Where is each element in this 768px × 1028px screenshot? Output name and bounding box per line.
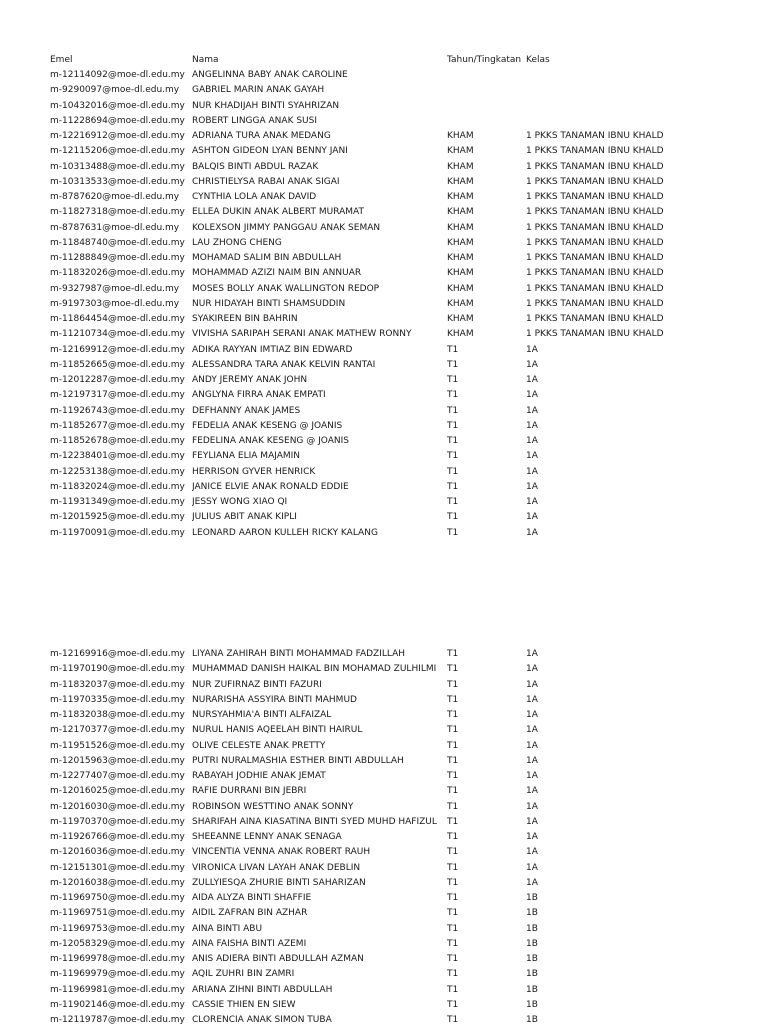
cell-year: T1 bbox=[447, 893, 459, 903]
cell-class: 1 PKKS TANAMAN IBNU KHALD bbox=[526, 268, 664, 279]
cell-year: T1 bbox=[447, 527, 459, 538]
cell-name: MOHAMMAD AZIZI NAIM BIN ANNUAR bbox=[192, 268, 362, 279]
table-row bbox=[50, 800, 730, 815]
cell-name: ZULLYIESQA ZHURIE BINTI SAHARIZAN bbox=[192, 877, 366, 888]
cell-year: KHAM bbox=[447, 314, 474, 324]
cell-email: m-11969978@moe-dl.edu.my bbox=[50, 954, 185, 964]
table-row bbox=[50, 190, 730, 205]
table-row bbox=[50, 175, 730, 190]
table-header bbox=[50, 53, 730, 68]
table-row bbox=[50, 967, 730, 982]
cell-class: 1B bbox=[526, 999, 538, 1010]
cell-name: NUR ZUFIRNAZ BINTI FAZURI bbox=[192, 679, 322, 690]
cell-class: 1A bbox=[526, 801, 538, 812]
cell-name: LEONARD AARON KULLEH RICKY KALANG bbox=[192, 527, 378, 538]
table-row bbox=[50, 998, 730, 1013]
cell-email: m-11210734@moe-dl.edu.my bbox=[50, 329, 185, 340]
cell-class: 1B bbox=[526, 969, 538, 980]
table-row bbox=[50, 129, 730, 144]
cell-email: m-12016038@moe-dl.edu.my bbox=[50, 877, 185, 888]
cell-class: 1A bbox=[526, 420, 538, 431]
cell-class: 1A bbox=[526, 375, 538, 385]
cell-name: ROBINSON WESTTINO ANAK SONNY bbox=[192, 801, 354, 812]
cell-class: 1A bbox=[526, 877, 538, 888]
cell-name: ROBERT LINGGA ANAK SUSI bbox=[192, 115, 317, 126]
cell-class: 1A bbox=[526, 649, 538, 659]
cell-year: KHAM bbox=[447, 253, 474, 263]
cell-name: AINA FAISHA BINTI AZEMI bbox=[192, 938, 307, 949]
cell-class: 1 PKKS TANAMAN IBNU KHALD bbox=[526, 222, 664, 233]
table-row bbox=[50, 906, 730, 921]
cell-year: KHAM bbox=[447, 161, 474, 172]
cell-class: 1 PKKS TANAMAN IBNU KHALD bbox=[526, 192, 664, 202]
cell-class: 1A bbox=[526, 847, 538, 858]
cell-email: m-9290097@moe-dl.edu.my bbox=[50, 85, 180, 96]
cell-email: m-11852665@moe-dl.edu.my bbox=[50, 359, 185, 370]
cell-name: FEDELIA ANAK KESENG @ JOANIS bbox=[192, 420, 343, 431]
cell-class: 1A bbox=[526, 816, 538, 827]
cell-email: m-12016025@moe-dl.edu.my bbox=[50, 786, 185, 797]
cell-year: KHAM bbox=[447, 131, 474, 141]
table-row bbox=[50, 891, 730, 906]
cell-name: PUTRI NURALMASHIA ESTHER BINTI ABDULLAH bbox=[192, 755, 404, 766]
table-row bbox=[50, 922, 730, 937]
table-row bbox=[50, 678, 730, 693]
cell-class: 1 PKKS TANAMAN IBNU KHALD bbox=[526, 314, 664, 324]
cell-class: 1A bbox=[526, 832, 538, 842]
cell-year: T1 bbox=[447, 999, 459, 1010]
table-row bbox=[50, 297, 730, 312]
cell-year: T1 bbox=[447, 466, 459, 477]
cell-year: T1 bbox=[447, 725, 459, 736]
table-row bbox=[50, 830, 730, 845]
cell-email: m-12119787@moe-dl.edu.my bbox=[50, 1015, 185, 1025]
table-row bbox=[50, 236, 730, 251]
cell-name: OLIVE CELESTE ANAK PRETTY bbox=[192, 740, 326, 751]
table-row bbox=[50, 861, 730, 876]
cell-email: m-12114092@moe-dl.edu.my bbox=[50, 70, 185, 80]
cell-year: T1 bbox=[447, 938, 459, 949]
cell-email: m-11288849@moe-dl.edu.my bbox=[50, 253, 185, 263]
cell-year: T1 bbox=[447, 679, 459, 690]
cell-name: LAU ZHONG CHENG bbox=[192, 237, 282, 248]
header-name: Nama bbox=[192, 55, 219, 65]
table-row bbox=[50, 83, 730, 98]
cell-email: m-12058329@moe-dl.edu.my bbox=[50, 938, 185, 949]
cell-email: m-12012287@moe-dl.edu.my bbox=[50, 375, 185, 385]
cell-email: m-11970335@moe-dl.edu.my bbox=[50, 694, 185, 705]
cell-email: m-9197303@moe-dl.edu.my bbox=[50, 298, 180, 309]
cell-year: T1 bbox=[447, 649, 459, 659]
cell-year: T1 bbox=[447, 954, 459, 964]
cell-year: T1 bbox=[447, 1015, 459, 1025]
cell-name: HERRISON GYVER HENRICK bbox=[192, 466, 316, 477]
table-row bbox=[50, 510, 730, 525]
cell-name: DEFHANNY ANAK JAMES bbox=[192, 405, 301, 416]
cell-email: m-11970091@moe-dl.edu.my bbox=[50, 527, 185, 538]
cell-email: m-11827318@moe-dl.edu.my bbox=[50, 207, 185, 218]
cell-email: m-12169916@moe-dl.edu.my bbox=[50, 649, 185, 659]
cell-class: 1A bbox=[526, 755, 538, 766]
cell-name: AINA BINTI ABU bbox=[192, 923, 263, 934]
cell-name: MOHAMAD SALIM BIN ABDULLAH bbox=[192, 253, 342, 263]
header-class: Kelas bbox=[526, 55, 550, 65]
table-row bbox=[50, 495, 730, 510]
cell-year: T1 bbox=[447, 847, 459, 858]
table-row bbox=[50, 480, 730, 495]
cell-email: m-12169912@moe-dl.edu.my bbox=[50, 344, 185, 355]
cell-name: ASHTON GIDEON LYAN BENNY JANI bbox=[192, 146, 348, 157]
cell-email: m-11970190@moe-dl.edu.my bbox=[50, 664, 185, 675]
table-row bbox=[50, 449, 730, 464]
cell-class: 1A bbox=[526, 725, 538, 736]
cell-name: JESSY WONG XIAO QI bbox=[192, 497, 288, 507]
cell-class: 1A bbox=[526, 679, 538, 690]
cell-class: 1 PKKS TANAMAN IBNU KHALD bbox=[526, 283, 664, 294]
cell-email: m-8787620@moe-dl.edu.my bbox=[50, 192, 180, 202]
cell-class: 1A bbox=[526, 451, 538, 462]
cell-class: 1A bbox=[526, 740, 538, 751]
cell-name: JULIUS ABIT ANAK KIPLI bbox=[192, 512, 297, 523]
cell-name: GABRIEL MARIN ANAK GAYAH bbox=[192, 85, 325, 96]
cell-year: T1 bbox=[447, 512, 459, 523]
cell-class: 1 PKKS TANAMAN IBNU KHALD bbox=[526, 237, 664, 248]
cell-email: m-12151301@moe-dl.edu.my bbox=[50, 862, 185, 873]
cell-year: KHAM bbox=[447, 222, 474, 233]
cell-name: ELLEA DUKIN ANAK ALBERT MURAMAT bbox=[192, 207, 365, 218]
cell-class: 1B bbox=[526, 1015, 538, 1025]
cell-name: CLORENCIA ANAK SIMON TUBA bbox=[192, 1015, 332, 1025]
cell-class: 1B bbox=[526, 893, 538, 903]
table-row bbox=[50, 266, 730, 281]
cell-class: 1A bbox=[526, 344, 538, 355]
cell-year: T1 bbox=[447, 694, 459, 705]
table-row bbox=[50, 99, 730, 114]
cell-year: T1 bbox=[447, 832, 459, 842]
cell-name: BALQIS BINTI ABDUL RAZAK bbox=[192, 161, 319, 172]
cell-year: T1 bbox=[447, 862, 459, 873]
cell-name: LIYANA ZAHIRAH BINTI MOHAMMAD FADZILLAH bbox=[192, 649, 406, 659]
cell-year: T1 bbox=[447, 481, 459, 492]
cell-name: KOLEXSON JIMMY PANGGAU ANAK SEMAN bbox=[192, 222, 381, 233]
cell-year: T1 bbox=[447, 923, 459, 934]
cell-year: KHAM bbox=[447, 207, 474, 218]
cell-year: T1 bbox=[447, 420, 459, 431]
cell-year: T1 bbox=[447, 740, 459, 751]
table-row bbox=[50, 845, 730, 860]
cell-class: 1A bbox=[526, 862, 538, 873]
cell-name: ANGELINNA BABY ANAK CAROLINE bbox=[192, 70, 348, 80]
cell-year: KHAM bbox=[447, 192, 474, 202]
cell-year: KHAM bbox=[447, 283, 474, 294]
cell-name: ANGLYNA FIRRA ANAK EMPATI bbox=[192, 390, 326, 401]
table-row bbox=[50, 876, 730, 891]
table-row bbox=[50, 358, 730, 373]
cell-class: 1B bbox=[526, 923, 538, 934]
table-row bbox=[50, 373, 730, 388]
cell-email: m-11926743@moe-dl.edu.my bbox=[50, 405, 185, 416]
cell-class: 1B bbox=[526, 908, 538, 919]
cell-year: T1 bbox=[447, 451, 459, 462]
table-row bbox=[50, 388, 730, 403]
cell-class: 1A bbox=[526, 664, 538, 675]
cell-email: m-11969981@moe-dl.edu.my bbox=[50, 984, 185, 995]
cell-class: 1B bbox=[526, 954, 538, 964]
cell-email: m-11864454@moe-dl.edu.my bbox=[50, 314, 185, 324]
cell-name: RABAYAH JODHIE ANAK JEMAT bbox=[192, 771, 326, 781]
cell-email: m-10313533@moe-dl.edu.my bbox=[50, 176, 185, 187]
cell-email: m-11970370@moe-dl.edu.my bbox=[50, 816, 185, 827]
cell-name: ADIKA RAYYAN IMTIAZ BIN EDWARD bbox=[192, 344, 353, 355]
cell-class: 1A bbox=[526, 436, 538, 446]
header-year: Tahun/Tingkatan bbox=[447, 55, 522, 65]
cell-name: NUR HIDAYAH BINTI SHAMSUDDIN bbox=[192, 298, 346, 309]
table-row bbox=[50, 465, 730, 480]
cell-class: 1A bbox=[526, 481, 538, 492]
cell-name: ALESSANDRA TARA ANAK KELVIN RANTAI bbox=[192, 359, 376, 370]
table-row bbox=[50, 160, 730, 175]
cell-name: VIVISHA SARIPAH SERANI ANAK MATHEW RONNY bbox=[192, 329, 412, 340]
table-row bbox=[50, 114, 730, 129]
cell-class: 1A bbox=[526, 512, 538, 523]
cell-year: T1 bbox=[447, 801, 459, 812]
cell-year: T1 bbox=[447, 908, 459, 919]
table-row bbox=[50, 404, 730, 419]
cell-year: T1 bbox=[447, 877, 459, 888]
cell-year: T1 bbox=[447, 786, 459, 797]
cell-year: T1 bbox=[447, 359, 459, 370]
cell-email: m-11228694@moe-dl.edu.my bbox=[50, 115, 185, 126]
cell-year: T1 bbox=[447, 755, 459, 766]
cell-name: SHEEANNE LENNY ANAK SENAGA bbox=[192, 832, 342, 842]
cell-class: 1 PKKS TANAMAN IBNU KHALD bbox=[526, 298, 664, 309]
cell-email: m-11969753@moe-dl.edu.my bbox=[50, 923, 185, 934]
table-row bbox=[50, 205, 730, 220]
cell-class: 1A bbox=[526, 527, 538, 538]
cell-year: T1 bbox=[447, 816, 459, 827]
cell-email: m-11969979@moe-dl.edu.my bbox=[50, 969, 185, 980]
cell-email: m-11902146@moe-dl.edu.my bbox=[50, 999, 185, 1010]
cell-email: m-12197317@moe-dl.edu.my bbox=[50, 390, 185, 401]
table-row bbox=[50, 434, 730, 449]
cell-class: 1 PKKS TANAMAN IBNU KHALD bbox=[526, 329, 664, 340]
cell-name: FEYLIANA ELIA MAJAMIN bbox=[192, 451, 301, 462]
cell-year: KHAM bbox=[447, 268, 474, 279]
table-row bbox=[50, 327, 730, 342]
cell-year: T1 bbox=[447, 405, 459, 416]
cell-year: T1 bbox=[447, 375, 459, 385]
table-row bbox=[50, 144, 730, 159]
table-row bbox=[50, 647, 730, 662]
table-row bbox=[50, 68, 730, 83]
cell-class: 1 PKKS TANAMAN IBNU KHALD bbox=[526, 176, 664, 187]
cell-year: KHAM bbox=[447, 146, 474, 157]
table-row bbox=[50, 723, 730, 738]
cell-class: 1 PKKS TANAMAN IBNU KHALD bbox=[526, 146, 664, 157]
cell-email: m-12253138@moe-dl.edu.my bbox=[50, 466, 185, 477]
cell-email: m-10313488@moe-dl.edu.my bbox=[50, 161, 185, 172]
cell-name: ARIANA ZIHNI BINTI ABDULLAH bbox=[192, 984, 333, 995]
cell-name: RAFIE DURRANI BIN JEBRI bbox=[192, 786, 307, 797]
cell-email: m-12170377@moe-dl.edu.my bbox=[50, 725, 185, 736]
cell-name: ANDY JEREMY ANAK JOHN bbox=[192, 375, 308, 385]
cell-email: m-12277407@moe-dl.edu.my bbox=[50, 771, 185, 781]
table-row bbox=[50, 739, 730, 754]
cell-name: NUR KHADIJAH BINTI SYAHRIZAN bbox=[192, 100, 340, 111]
cell-email: m-8787631@moe-dl.edu.my bbox=[50, 222, 180, 233]
cell-class: 1 PKKS TANAMAN IBNU KHALD bbox=[526, 161, 664, 172]
cell-year: KHAM bbox=[447, 176, 474, 187]
table-row bbox=[50, 419, 730, 434]
cell-email: m-12238401@moe-dl.edu.my bbox=[50, 451, 185, 462]
cell-name: CHRISTIELYSA RABAI ANAK SIGAI bbox=[192, 176, 340, 187]
cell-year: KHAM bbox=[447, 329, 474, 340]
cell-class: 1A bbox=[526, 405, 538, 416]
cell-name: AIDA ALYZA BINTI SHAFFIE bbox=[192, 893, 312, 903]
cell-year: T1 bbox=[447, 771, 459, 781]
cell-name: FEDELINA ANAK KESENG @ JOANIS bbox=[192, 436, 349, 446]
cell-class: 1A bbox=[526, 694, 538, 705]
cell-name: ANIS ADIERA BINTI ABDULLAH AZMAN bbox=[192, 954, 364, 964]
cell-email: m-12015925@moe-dl.edu.my bbox=[50, 512, 185, 523]
table-row bbox=[50, 221, 730, 236]
cell-email: m-11969751@moe-dl.edu.my bbox=[50, 908, 185, 919]
cell-year: T1 bbox=[447, 664, 459, 675]
cell-name: ADRIANA TURA ANAK MEDANG bbox=[192, 131, 331, 141]
cell-class: 1 PKKS TANAMAN IBNU KHALD bbox=[526, 207, 664, 218]
cell-year: T1 bbox=[447, 497, 459, 507]
cell-name: CYNTHIA LOLA ANAK DAVID bbox=[192, 192, 317, 202]
cell-email: m-9327987@moe-dl.edu.my bbox=[50, 283, 180, 294]
cell-name: AIDIL ZAFRAN BIN AZHAR bbox=[192, 908, 308, 919]
cell-name: MUHAMMAD DANISH HAIKAL BIN MOHAMAD ZULHILMI bbox=[192, 664, 437, 675]
cell-year: T1 bbox=[447, 710, 459, 720]
table-row bbox=[50, 754, 730, 769]
cell-email: m-11951526@moe-dl.edu.my bbox=[50, 740, 185, 751]
cell-class: 1A bbox=[526, 710, 538, 720]
table-row bbox=[50, 662, 730, 677]
cell-email: m-11926766@moe-dl.edu.my bbox=[50, 832, 185, 842]
cell-year: T1 bbox=[447, 969, 459, 980]
cell-email: m-11832024@moe-dl.edu.my bbox=[50, 481, 185, 492]
cell-name: SYAKIREEN BIN BAHRIN bbox=[192, 314, 298, 324]
cell-class: 1 PKKS TANAMAN IBNU KHALD bbox=[526, 131, 664, 141]
cell-email: m-11931349@moe-dl.edu.my bbox=[50, 497, 185, 507]
cell-class: 1A bbox=[526, 771, 538, 781]
table-row bbox=[50, 708, 730, 723]
table-row bbox=[50, 526, 730, 541]
cell-class: 1B bbox=[526, 984, 538, 995]
cell-email: m-11832038@moe-dl.edu.my bbox=[50, 710, 185, 720]
table-row bbox=[50, 937, 730, 952]
table-row bbox=[50, 251, 730, 266]
table-row bbox=[50, 693, 730, 708]
cell-year: T1 bbox=[447, 390, 459, 401]
cell-name: NURARISHA ASSYIRA BINTI MAHMUD bbox=[192, 694, 357, 705]
cell-year: T1 bbox=[447, 344, 459, 355]
cell-email: m-11848740@moe-dl.edu.my bbox=[50, 237, 185, 248]
cell-year: KHAM bbox=[447, 298, 474, 309]
cell-email: m-11832026@moe-dl.edu.my bbox=[50, 268, 185, 279]
cell-class: 1A bbox=[526, 390, 538, 401]
cell-name: MOSES BOLLY ANAK WALLINGTON REDOP bbox=[192, 283, 380, 294]
cell-year: KHAM bbox=[447, 237, 474, 248]
cell-email: m-12216912@moe-dl.edu.my bbox=[50, 131, 185, 141]
table-row bbox=[50, 784, 730, 799]
cell-email: m-12115206@moe-dl.edu.my bbox=[50, 146, 185, 157]
cell-email: m-12016030@moe-dl.edu.my bbox=[50, 801, 185, 812]
cell-email: m-11969750@moe-dl.edu.my bbox=[50, 893, 185, 903]
cell-email: m-11832037@moe-dl.edu.my bbox=[50, 679, 185, 690]
table-row bbox=[50, 343, 730, 358]
cell-class: 1 PKKS TANAMAN IBNU KHALD bbox=[526, 253, 664, 263]
table-row bbox=[50, 815, 730, 830]
table-row bbox=[50, 952, 730, 967]
table-row bbox=[50, 769, 730, 784]
cell-class: 1A bbox=[526, 786, 538, 797]
table-row bbox=[50, 312, 730, 327]
cell-class: 1B bbox=[526, 938, 538, 949]
cell-class: 1A bbox=[526, 359, 538, 370]
cell-year: T1 bbox=[447, 436, 459, 446]
cell-email: m-11852677@moe-dl.edu.my bbox=[50, 420, 185, 431]
cell-name: VIRONICA LIVAN LAYAH ANAK DEBLIN bbox=[192, 862, 361, 873]
cell-name: NURUL HANIS AQEELAH BINTI HAIRUL bbox=[192, 725, 363, 736]
table-row bbox=[50, 1013, 730, 1028]
cell-name: CASSIE THIEN EN SIEW bbox=[192, 999, 296, 1010]
cell-class: 1A bbox=[526, 497, 538, 507]
cell-email: m-11852678@moe-dl.edu.my bbox=[50, 436, 185, 446]
cell-email: m-10432016@moe-dl.edu.my bbox=[50, 100, 185, 111]
cell-email: m-12015963@moe-dl.edu.my bbox=[50, 755, 185, 766]
cell-name: JANICE ELVIE ANAK RONALD EDDIE bbox=[192, 481, 349, 492]
cell-email: m-12016036@moe-dl.edu.my bbox=[50, 847, 185, 858]
cell-year: T1 bbox=[447, 984, 459, 995]
cell-name: NURSYAHMIA'A BINTI ALFAIZAL bbox=[192, 710, 332, 720]
cell-class: 1A bbox=[526, 466, 538, 477]
cell-name: SHARIFAH AINA KIASATINA BINTI SYED MUHD HAFIZUL bbox=[192, 816, 437, 827]
cell-name: AQIL ZUHRI BIN ZAMRI bbox=[192, 969, 295, 980]
cell-name: VINCENTIA VENNA ANAK ROBERT RAUH bbox=[192, 847, 371, 858]
table-row bbox=[50, 983, 730, 998]
table-row bbox=[50, 282, 730, 297]
header-email: Emel bbox=[50, 55, 73, 65]
